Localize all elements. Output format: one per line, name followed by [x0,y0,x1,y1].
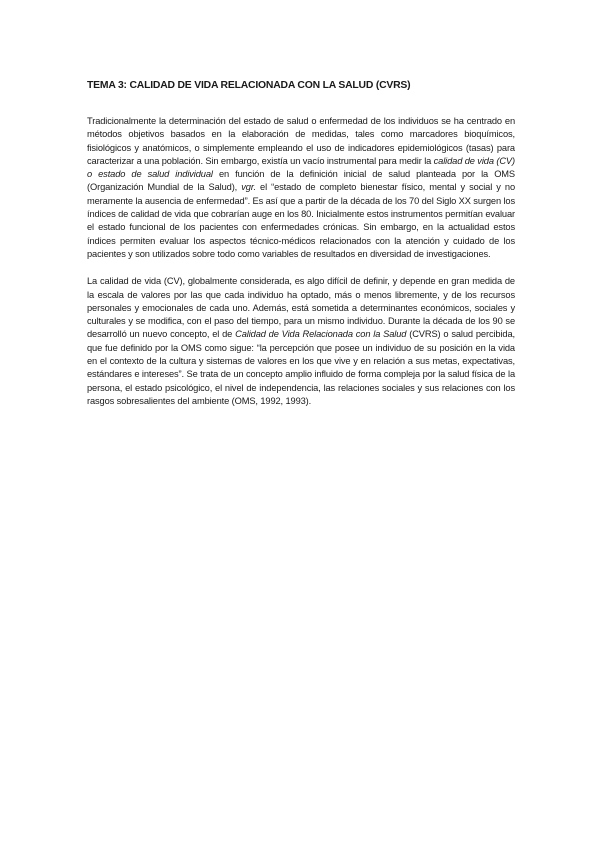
document-body [87,79,515,408]
paragraph-2-text-a: La calidad de vida (CV), globalmente considerada, es algo difícil de definir, y depende en gran medida de la escala de valores por las que cada individuo ha optado, más o menos libremente, y de los recursos personales y emocionales de cada uno. Además, está sometida a determinantes económicos, sociales y culturales y se modifica, con el paso del tiempo, para un mismo individuo. Durante la década de los 90 se desarrolló un nuevo concepto, el de [87,276,515,340]
document-title: TEMA 3: CALIDAD DE VIDA RELACIONADA CON LA SALUD (CVRS) [87,80,411,91]
paragraph-1-text-b: en función de la definición inicial de salud planteada por la OMS (Organización Mundial de la Salud), [87,169,516,193]
paragraph-1-italic-vgr: vgr. [241,182,256,193]
paragraph-1-italic-cv: calidad de vida (CV) o estado de salud individual [87,155,515,180]
paragraph-1 [87,115,515,261]
paragraph-2-text-b: (CVRS) o salud percibida, que fue definido por la OMS como sigue: “la percepción que posee un individuo de su posición en la vida en el contexto de la cultura y sistemas de valores en los que vive y en relación a sus metas, expectativas, estándares e intereses”. Se trata de un concepto amplio influido de forma compleja por la salud física de la persona, el estado psicológico, el nivel de independencia, las relaciones sociales y sus relaciones con los rasgos sobresalientes del ambiente (OMS, 1992, 1993). [87,329,515,406]
paragraph-1-text-a: Tradicionalmente la determinación del estado de salud o enfermedad de los individuos se ha centrado en métodos objetivos basados en la elaboración de medidas, tales como marcadores bioquímicos, fisiológicos y anatómicos, o simplemente empleando el uso de indicadores epidemiológicos (tasas) para caracterizar a una población. Sin embargo, existía un vacío instrumental para medir la [87,116,515,166]
paragraph-1-text-c: el “estado de completo bienestar físico, mental y social y no meramente la ausencia de enfermedad”. Es así que a partir de la década de los 70 del Siglo XX surgen los índices de calidad de vida que cobrarían auge en los 80. Inicialmente estos instrumentos permitían evaluar el estado funcional de los pacientes con enfermedades crónicas. Sin embargo, en la actualidad estos índices permiten evaluar los aspectos técnico-médicos relacionados con la atención y cuidado de los pacientes y son utilizados sobre todo como variables de resultados en diversidad de investigaciones. [87,182,516,259]
paragraph-2-italic-cvrs: Calidad de Vida Relacionada con la Salud [235,329,407,340]
paragraph-2 [87,275,515,408]
